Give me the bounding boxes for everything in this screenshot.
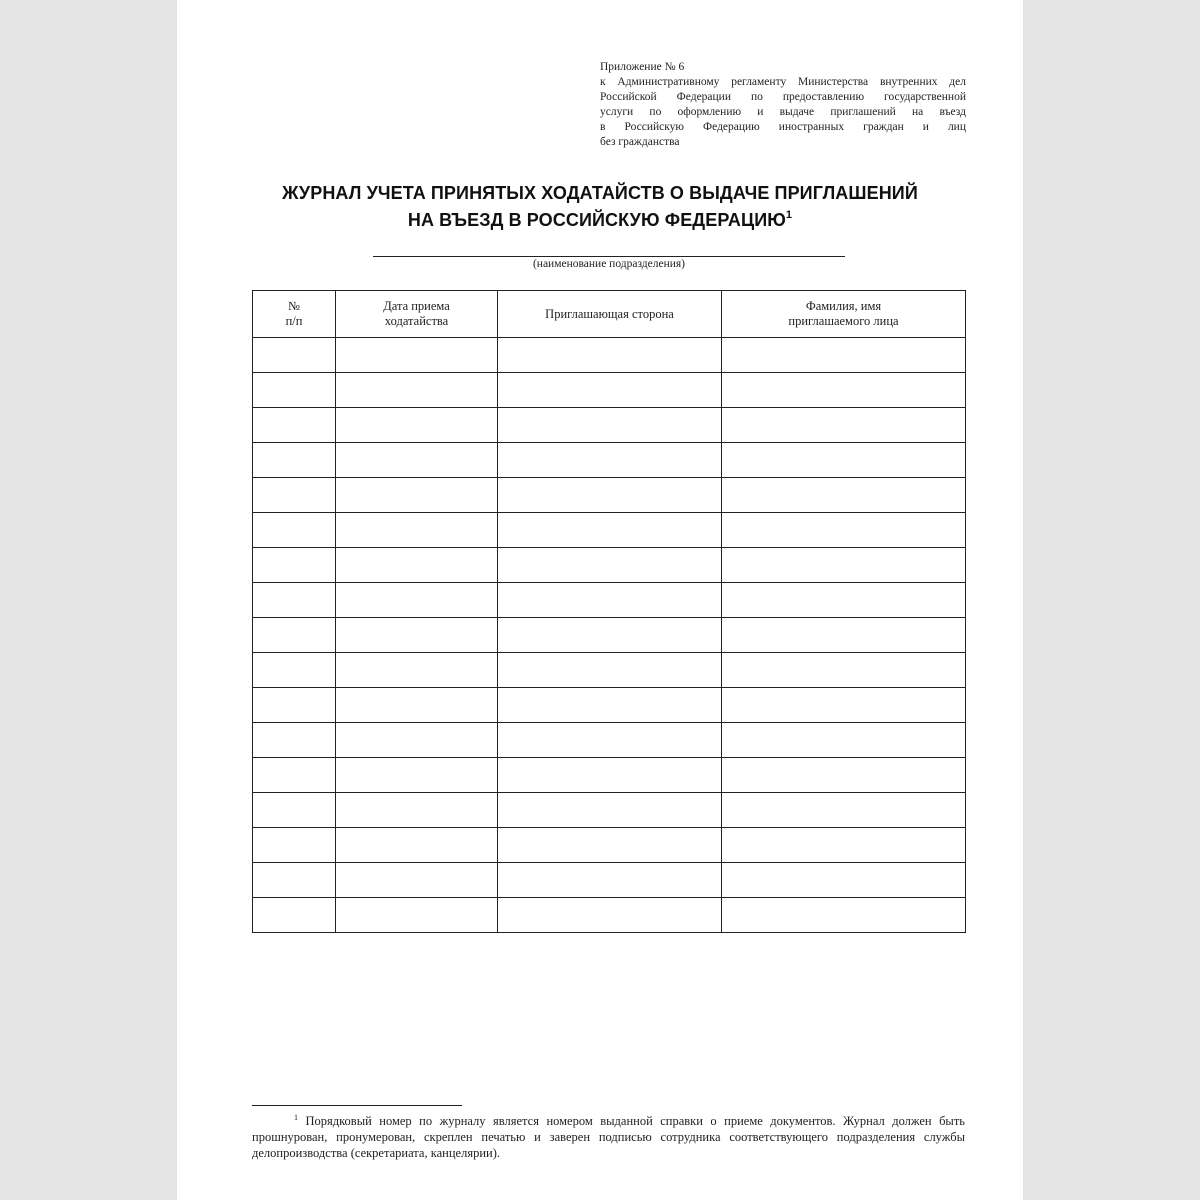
cell-inviting-party <box>498 548 722 583</box>
cell-date <box>336 548 498 583</box>
cell-number <box>253 443 336 478</box>
cell-number <box>253 373 336 408</box>
cell-inviting-party <box>498 478 722 513</box>
cell-number <box>253 653 336 688</box>
cell-date <box>336 898 498 933</box>
cell-inviting-party <box>498 688 722 723</box>
table-row <box>253 863 966 898</box>
table-row <box>253 548 966 583</box>
cell-date <box>336 513 498 548</box>
table-row <box>253 793 966 828</box>
appendix-line: в Российскую Федерацию иностранных граждан и лиц <box>600 121 966 133</box>
cell-date <box>336 408 498 443</box>
table-row <box>253 373 966 408</box>
cell-inviting-party <box>498 338 722 373</box>
cell-date <box>336 583 498 618</box>
journal-body <box>253 338 966 933</box>
cell-invitee-name <box>722 443 966 478</box>
cell-number <box>253 723 336 758</box>
cell-number <box>253 758 336 793</box>
title-line-2-text: НА ВЪЕЗД В РОССИЙСКУЮ ФЕДЕРАЦИЮ <box>407 210 786 230</box>
cell-date <box>336 443 498 478</box>
cell-inviting-party <box>498 863 722 898</box>
cell-inviting-party <box>498 793 722 828</box>
header-number-line2: п/п <box>285 314 303 328</box>
cell-date <box>336 723 498 758</box>
document-title <box>177 182 1023 232</box>
header-date <box>336 291 498 338</box>
table-row <box>253 723 966 758</box>
table-row <box>253 618 966 653</box>
appendix-note <box>600 60 966 150</box>
table-row <box>253 828 966 863</box>
cell-inviting-party <box>498 758 722 793</box>
cell-inviting-party <box>498 828 722 863</box>
cell-invitee-name <box>722 338 966 373</box>
cell-date <box>336 338 498 373</box>
cell-number <box>253 898 336 933</box>
cell-invitee-name <box>722 793 966 828</box>
cell-inviting-party <box>498 898 722 933</box>
header-invitee-name <box>722 291 966 338</box>
cell-number <box>253 338 336 373</box>
cell-invitee-name <box>722 583 966 618</box>
table-row <box>253 758 966 793</box>
appendix-line: без гражданства <box>600 136 680 148</box>
table-row <box>253 583 966 618</box>
cell-invitee-name <box>722 408 966 443</box>
cell-invitee-name <box>722 688 966 723</box>
cell-number <box>253 513 336 548</box>
cell-invitee-name <box>722 373 966 408</box>
cell-date <box>336 373 498 408</box>
table-row <box>253 478 966 513</box>
cell-inviting-party <box>498 443 722 478</box>
header-date-line1: Дата приема <box>383 299 450 313</box>
cell-inviting-party <box>498 618 722 653</box>
cell-number <box>253 618 336 653</box>
cell-date <box>336 793 498 828</box>
appendix-line: Приложение № 6 <box>600 61 685 73</box>
cell-inviting-party <box>498 723 722 758</box>
cell-invitee-name <box>722 758 966 793</box>
cell-invitee-name <box>722 513 966 548</box>
table-row <box>253 338 966 373</box>
header-inviting-party-label: Приглашающая сторона <box>545 306 674 321</box>
cell-number <box>253 688 336 723</box>
header-number <box>253 291 336 338</box>
table-row <box>253 408 966 443</box>
header-invitee-line1: Фамилия, имя <box>805 299 882 313</box>
cell-inviting-party <box>498 373 722 408</box>
cell-inviting-party <box>498 583 722 618</box>
cell-number <box>253 793 336 828</box>
cell-date <box>336 653 498 688</box>
footnote-separator <box>252 1105 462 1106</box>
cell-number <box>253 548 336 583</box>
table-row <box>253 443 966 478</box>
cell-date <box>336 478 498 513</box>
header-date-line2: ходатайства <box>384 314 449 328</box>
footnote <box>252 1110 965 1161</box>
cell-invitee-name <box>722 618 966 653</box>
appendix-line: услуги по оформлению и выдаче приглашений на въезд <box>600 106 966 118</box>
cell-number <box>253 863 336 898</box>
header-number-line1: № <box>288 299 300 313</box>
title-line-2 <box>177 205 1023 232</box>
cell-invitee-name <box>722 653 966 688</box>
table-row <box>253 653 966 688</box>
header-row <box>253 291 966 338</box>
title-footnote-ref: 1 <box>785 209 793 221</box>
cell-invitee-name <box>722 478 966 513</box>
cell-invitee-name <box>722 828 966 863</box>
table-row <box>253 688 966 723</box>
cell-inviting-party <box>498 653 722 688</box>
document-page <box>177 0 1023 1200</box>
cell-date <box>336 688 498 723</box>
title-line-1: ЖУРНАЛ УЧЕТА ПРИНЯТЫХ ХОДАТАЙСТВ О ВЫДАЧЕ ПРИГЛАШЕНИЙ <box>282 183 918 203</box>
subdivision-name-line <box>373 256 845 257</box>
header-invitee-line2: приглашаемого лица <box>788 314 899 328</box>
cell-number <box>253 408 336 443</box>
cell-date <box>336 863 498 898</box>
cell-inviting-party <box>498 513 722 548</box>
cell-number <box>253 478 336 513</box>
cell-date <box>336 758 498 793</box>
appendix-line: Российской Федерации по предоставлению государственной <box>600 91 966 103</box>
table-row <box>253 513 966 548</box>
cell-date <box>336 828 498 863</box>
cell-invitee-name <box>722 548 966 583</box>
footnote-text: Порядковый номер по журналу является номером выданной справки о приеме документов. Журнал должен быть прошнурован, пронумерован, скреплен печатью и заверен подписью сотрудника соответствующего подразделения службы делопроизводства (секретариата, канцелярии). <box>252 1114 965 1161</box>
cell-date <box>336 618 498 653</box>
cell-invitee-name <box>722 863 966 898</box>
footnote-mark: 1 <box>294 1113 298 1122</box>
appendix-line: к Административному регламенту Министерства внутренних дел <box>600 76 966 88</box>
cell-invitee-name <box>722 898 966 933</box>
header-inviting-party <box>498 291 722 338</box>
journal-table <box>252 290 966 933</box>
table-row <box>253 898 966 933</box>
cell-number <box>253 583 336 618</box>
subdivision-caption: (наименование подразделения) <box>532 258 686 270</box>
cell-number <box>253 828 336 863</box>
cell-inviting-party <box>498 408 722 443</box>
cell-invitee-name <box>722 723 966 758</box>
